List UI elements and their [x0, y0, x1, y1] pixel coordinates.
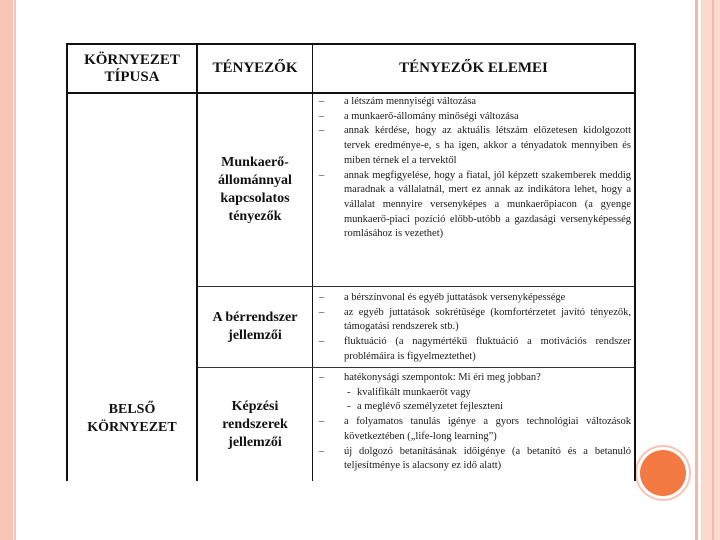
header-environment-type: KÖRNYEZET TÍPUSA [84, 51, 180, 85]
right-border-line [695, 0, 698, 540]
right-border-stripe [701, 0, 720, 540]
factor-training-systems: Képzési rendszerek jellemzői [222, 398, 288, 450]
environment-type-label: BELSŐ KÖRNYEZET [87, 402, 177, 435]
list-item: – a létszám mennyiségi változása [319, 96, 477, 107]
factor-wage-system: A bérrendszer jellemzői [212, 310, 298, 343]
factor-workforce: Munkaerő-állománnyal kapcsolatos tényezők [218, 155, 292, 224]
list-item: – fluktuáció (a nagymértékű fluktuáció a motivációs rendszer problémáira is figyelmeztethet) [319, 336, 631, 362]
items-workforce [317, 95, 631, 242]
list-item: – a munkaerő-állomány minőségi változása [319, 110, 519, 122]
list-item: – hatékonysági szempontok: Mi éri meg jobban? [319, 372, 541, 383]
items-wage-system [317, 291, 631, 365]
decorative-orange-circle [640, 450, 686, 496]
list-item: – az egyéb juttatások sokrétűsége (komfortérzetet javító tényezők, támogatási rendszerek stb.) [319, 306, 631, 333]
list-item: – a folyamatos tanulás igénye a gyors technológiai változások következtében („life-long learning”) [319, 416, 631, 442]
column-divider-2 [312, 45, 313, 481]
list-item: – új dolgozó betanításának időigénye (a betanító és a betanuló teljesítménye is alacsony ez idő alatt) [319, 445, 631, 472]
sub-list-item: - kvalifikált munkaerőt vagy [347, 386, 471, 398]
header-factor-elements: TÉNYEZŐK ELEMEI [399, 60, 548, 76]
factors-table [66, 43, 636, 481]
left-border-line [14, 0, 16, 540]
right-border-inner-line [712, 0, 714, 540]
list-item: – annak kérdése, hogy az aktuális létszám előzetesen kidolgozott tervek eredménye-e, s ha igen, akkor a tényadatok mennyiben és miben térnek el a tervektől [319, 125, 631, 166]
sub-list-item: - a meglévő személyzetet fejleszteni [347, 401, 504, 413]
list-item: – a bérszínvonal és egyéb juttatások versenyképessége [319, 292, 566, 303]
left-border-stripe [0, 0, 13, 540]
items-training-systems [317, 371, 631, 474]
header-factors: TÉNYEZŐK [212, 60, 298, 76]
list-item: – annak megfigyelése, hogy a fiatal, jól képzett szakemberek meddig maradnak a vállalatnál, mert ez annak az indikátora lehet, hogy a vállalat mennyire versenyképes a munkaerőpiacon (a gyenge munkaerő-piaci pozíció előbb-utóbb a gazdasági versenyképesség romlásához is vezethet) [319, 169, 631, 240]
